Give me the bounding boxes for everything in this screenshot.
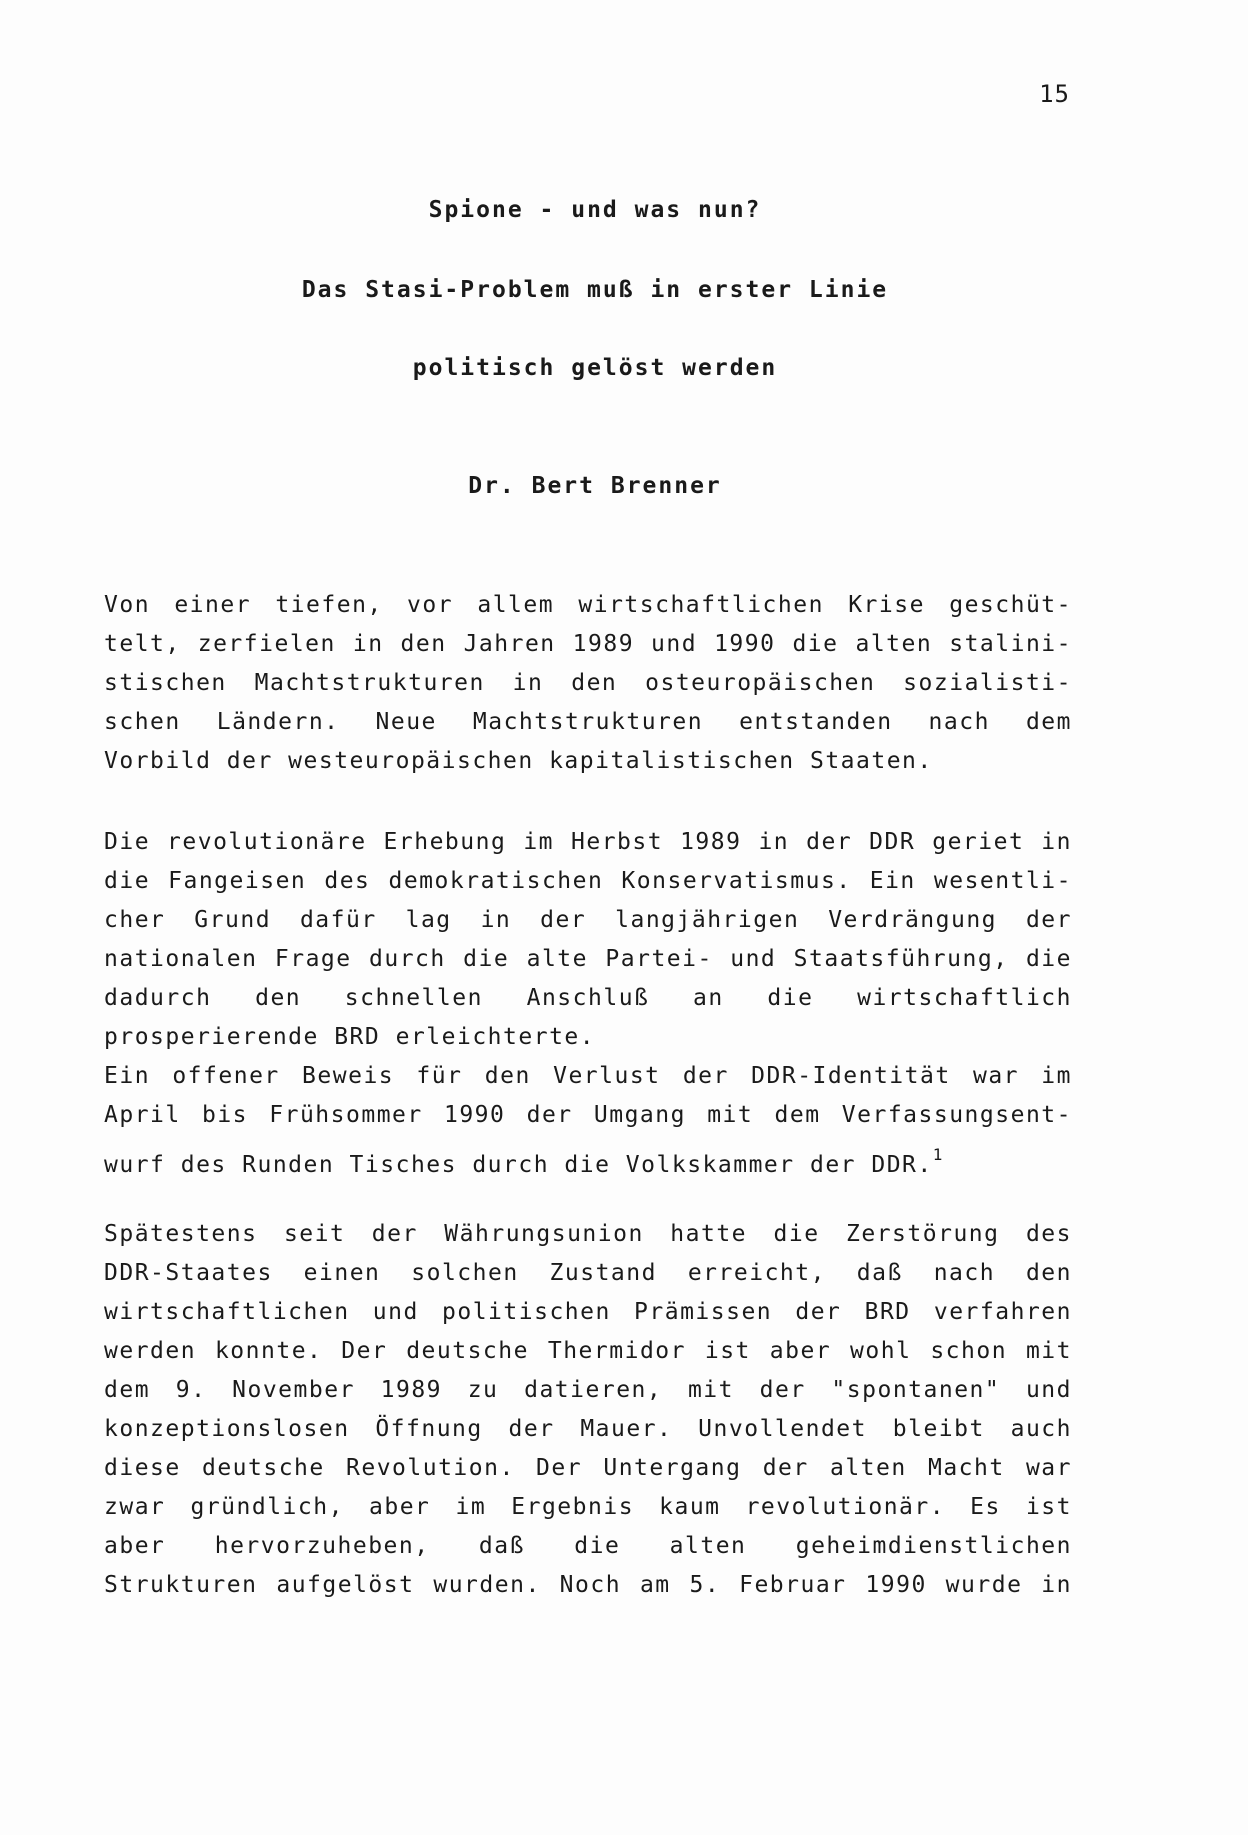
text-line: dem 9. November 1989 zu datieren, mit der "spontanen" und [104,1377,1072,1403]
text-line: schen Ländern. Neue Machtstrukturen entstanden nach dem [104,709,1072,735]
text-line: wurf des Runden Tisches durch die Volkskammer der DDR. [104,1152,933,1178]
article-author: Dr. Bert Brenner [468,473,722,499]
text-line: konzeptionslosen Öffnung der Mauer. Unvollendet bleibt auch [104,1416,1072,1442]
text-line: dadurch den schnellen Anschluß an die wirtschaftlich [104,985,1072,1011]
paragraph-1 [104,586,1072,781]
page-number: 15 [1039,80,1070,108]
text-line: Die revolutionäre Erhebung im Herbst 1989 in der DDR geriet in [104,829,1072,855]
text-line: wirtschaftlichen und politischen Prämissen der BRD verfahren [104,1299,1072,1325]
text-line: aber hervorzuheben, daß die alten geheimdienstlichen [104,1533,1072,1559]
text-line: telt, zerfielen in den Jahren 1989 und 1990 die alten stalini- [104,631,1072,657]
text-line: diese deutsche Revolution. Der Untergang der alten Macht war [104,1455,1072,1481]
text-line: nationalen Frage durch die alte Partei- und Staatsführung, die [104,946,1072,972]
text-line: Vorbild der westeuropäischen kapitalistischen Staaten. [104,748,933,774]
article-subtitle-line-1: Das Stasi-Problem muß in erster Linie [301,277,889,303]
footnote-marker: 1 [932,1145,943,1164]
paragraph-3 [104,1215,1072,1605]
text-line: cher Grund dafür lag in der langjährigen Verdrängung der [104,907,1072,933]
text-line: Ein offener Beweis für den Verlust der DDR-Identität war im [104,1063,1072,1089]
text-line: die Fangeisen des demokratischen Konservatismus. Ein wesentli- [104,868,1072,894]
article-title: Spione - und was nun? [428,197,762,223]
text-line: stischen Machtstrukturen in den osteuropäischen sozialisti- [104,670,1072,696]
text-line: werden konnte. Der deutsche Thermidor ist aber wohl schon mit [104,1338,1072,1364]
article-subtitle-line-2: politisch gelöst werden [412,355,778,381]
text-line: zwar gründlich, aber im Ergebnis kaum revolutionär. Es ist [104,1494,1072,1520]
text-line: prosperierende BRD erleichterte. [104,1024,596,1050]
text-line-with-footnote [104,1135,1072,1178]
text-line: Spätestens seit der Währungsunion hatte die Zerstörung des [104,1221,1072,1247]
text-line: April bis Frühsommer 1990 der Umgang mit dem Verfassungsent- [104,1102,1072,1128]
text-line: Strukturen aufgelöst wurden. Noch am 5. Februar 1990 wurde in [104,1572,1072,1598]
paragraph-2 [104,823,1072,1178]
text-line: Von einer tiefen, vor allem wirtschaftlichen Krise geschüt- [104,592,1072,618]
text-line: DDR-Staates einen solchen Zustand erreicht, daß nach den [104,1260,1072,1286]
